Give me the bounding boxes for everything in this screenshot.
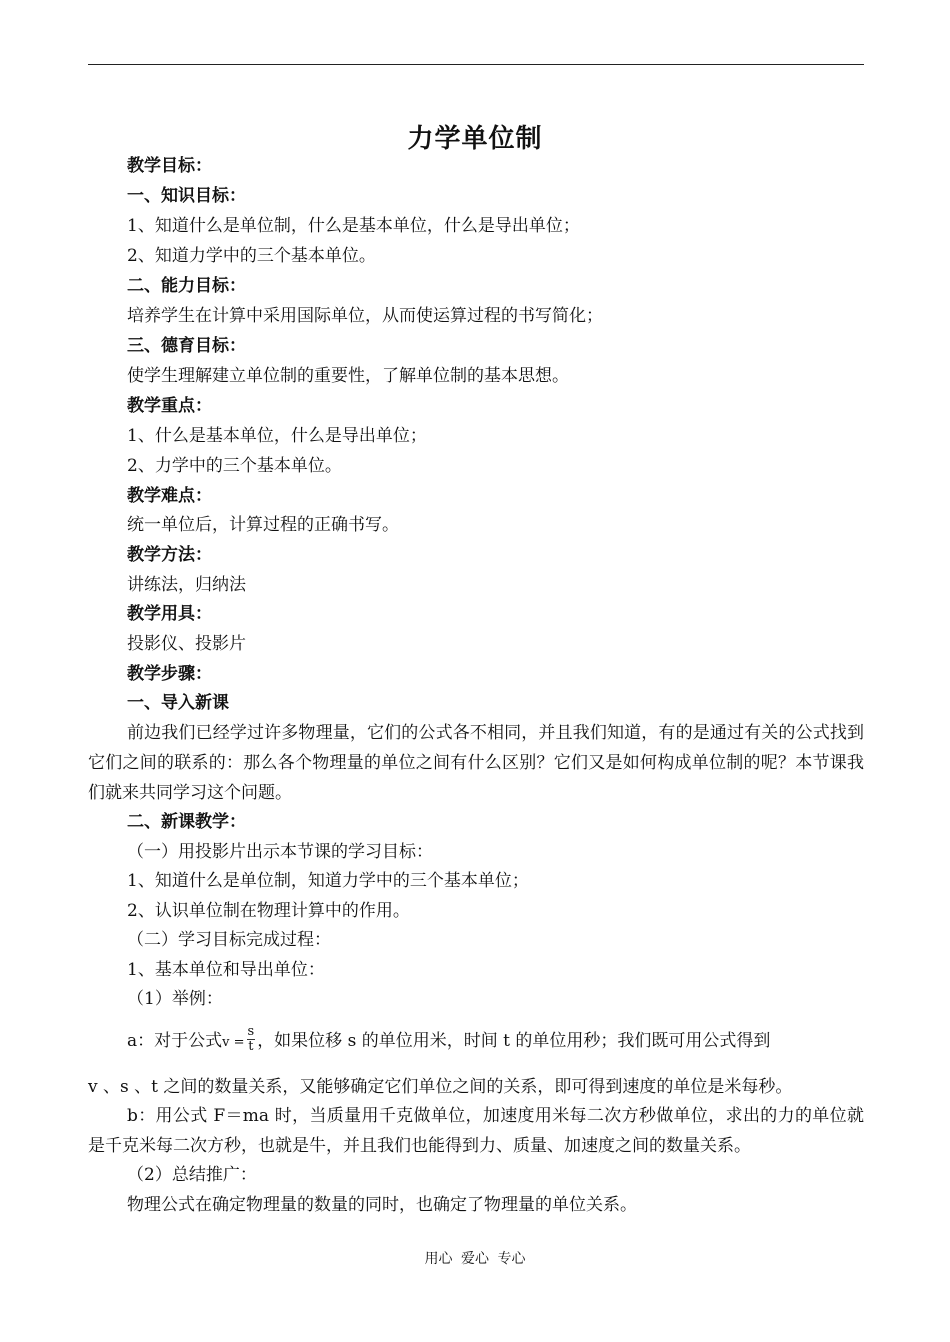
text-line: 1、基本单位和导出单位： <box>127 960 325 980</box>
heading-new-lesson: 二、新课教学： <box>127 812 246 832</box>
text-line: 1、知道什么是单位制，知道力学中的三个基本单位； <box>127 871 529 891</box>
text-line: 使学生理解建立单位制的重要性，了解单位制的基本思想。 <box>127 366 569 386</box>
text-line: 2、力学中的三个基本单位。 <box>127 456 342 476</box>
example-a-rest: ，如果位移 s 的单位用米，时间 t 的单位用秒；我们既可用公式得到 <box>257 1031 771 1051</box>
page-title: 力学单位制 <box>407 124 543 154</box>
heading-tools: 教学用具： <box>127 604 212 624</box>
formula-denominator: t <box>248 1039 254 1054</box>
text-line: （一）用投影片出示本节课的学习目标： <box>127 842 433 862</box>
header-rule <box>88 64 864 65</box>
heading-steps: 教学步骤： <box>127 664 212 684</box>
text-line: 投影仪、投影片 <box>127 634 246 654</box>
heading-difficulties: 教学难点： <box>127 486 212 506</box>
text-line: （二）学习目标完成过程： <box>127 930 331 950</box>
formula-fraction <box>247 1025 256 1054</box>
text-line: 2、知道力学中的三个基本单位。 <box>127 246 376 266</box>
heading-knowledge-goals: 一、知识目标： <box>127 186 246 206</box>
heading-ability-goals: 二、能力目标： <box>127 276 246 296</box>
formula-lhs: v = <box>222 1035 245 1050</box>
text-line: 培养学生在计算中采用国际单位，从而使运算过程的书写简化； <box>127 306 603 326</box>
text-line: v 、s 、t 之间的数量关系，又能够确定它们单位之间的关系，即可得到速度的单位是米每秒。 <box>88 1077 793 1097</box>
paragraph-intro: 前边我们已经学过许多物理量，它们的公式各不相同，并且我们知道，有的是通过有关的公式找到它们之间的联系的：那么各个物理量的单位之间有什么区别？它们又是如何构成单位制的呢？本节课我们就来共同学习这个问题。 <box>88 723 864 803</box>
heading-intro: 一、导入新课 <box>127 693 229 713</box>
example-a-line <box>127 1024 771 1056</box>
text-line: 2、认识单位制在物理计算中的作用。 <box>127 901 410 921</box>
example-a-prefix: a：对于公式 <box>127 1031 223 1051</box>
heading-key-points: 教学重点： <box>127 396 212 416</box>
formula-numerator: s <box>247 1024 255 1039</box>
page-footer: 用心 爱心 专心 <box>424 1251 526 1267</box>
text-line: 统一单位后，计算过程的正确书写。 <box>127 515 399 535</box>
text-line: 讲练法，归纳法 <box>127 575 246 595</box>
text-line: （2）总结推广： <box>127 1165 257 1185</box>
heading-moral-goals: 三、德育目标： <box>127 336 246 356</box>
heading-teaching-goals: 教学目标： <box>127 156 212 176</box>
paragraph-example-b: b：用公式 F＝ma 时，当质量用千克做单位，加速度用米每二次方秒做单位，求出的力的单位就是千克米每二次方秒，也就是牛，并且我们也能得到力、质量、加速度之间的数量关系。 <box>88 1106 864 1156</box>
text-line: 1、知道什么是单位制，什么是基本单位，什么是导出单位； <box>127 216 580 236</box>
text-line: 物理公式在确定物理量的数量的同时，也确定了物理量的单位关系。 <box>127 1195 637 1215</box>
heading-methods: 教学方法： <box>127 545 212 565</box>
text-line: 1、什么是基本单位，什么是导出单位； <box>127 426 427 446</box>
text-line: （1）举例： <box>127 989 223 1009</box>
